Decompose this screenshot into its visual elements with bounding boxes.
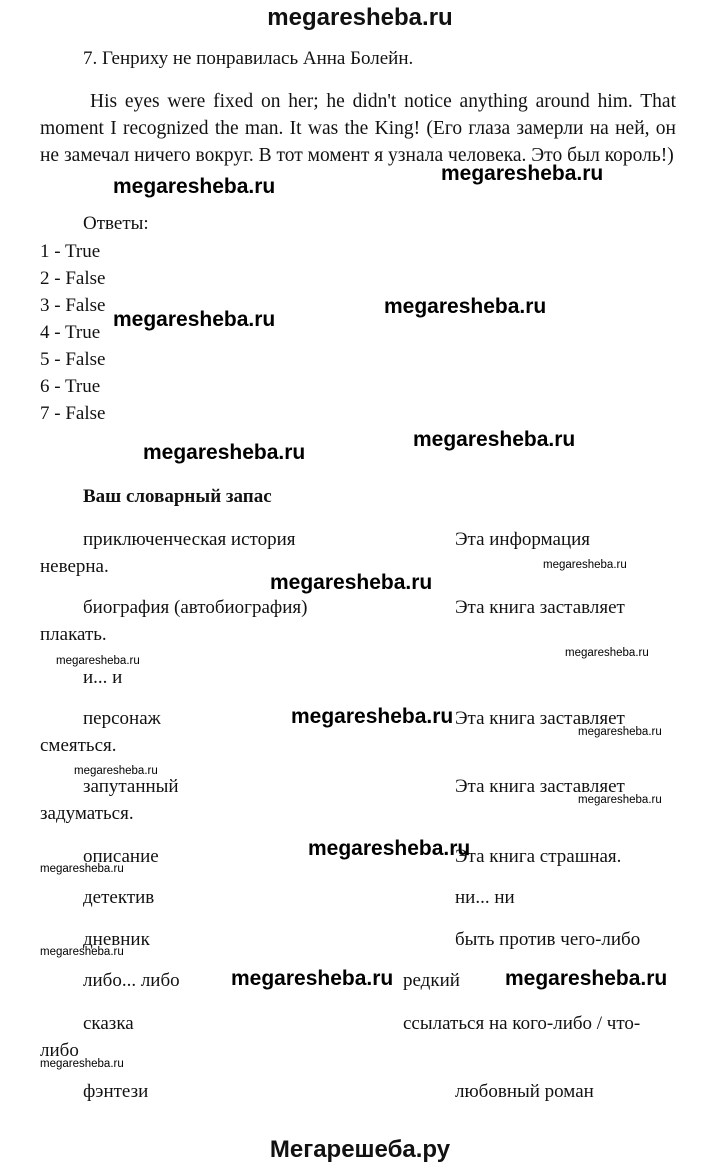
vocab-term: либо... либо [83,970,180,991]
vocab-term: и... и [83,667,123,688]
watermark-small: megaresheba.ru [578,794,662,806]
vocab-term: запутанный [83,776,179,797]
vocab-term: дневник [83,929,150,950]
watermark: megaresheba.ru [270,571,433,594]
watermark-small: megaresheba.ru [578,726,662,738]
english-paragraph: His eyes were fixed on her; he didn't notice anything around him. That moment I recognized the man. It was the King! (Его глаза замерли на ней, он не замечал ничего вокруг. В тот момент я узнала человека. Это был король!) [40,91,676,166]
answer-item: 1 - True [40,241,101,262]
vocab-term: ни... ни [455,887,515,908]
vocab-term: фэнтези [83,1081,149,1102]
watermark-small: megaresheba.ru [565,647,649,659]
vocab-term: детектив [83,887,155,908]
vocab-term: Эта книга заставляет [455,597,625,618]
watermark-small: megaresheba.ru [74,765,158,777]
vocab-term: Эта книга заставляет [455,776,625,797]
vocab-term-continuation: либо [40,1040,79,1061]
watermark: megaresheba.ru [308,837,471,860]
vocab-term-continuation: задуматься. [40,803,134,824]
answer-item: 7 - False [40,403,106,424]
watermark-small: megaresheba.ru [40,946,124,958]
answer-item: 5 - False [40,349,106,370]
watermark: megaresheba.ru [113,175,276,198]
vocab-term-continuation: неверна. [40,556,109,577]
watermark-small: megaresheba.ru [543,559,627,571]
watermark-small: megaresheba.ru [40,1058,124,1070]
vocab-term: сказка [83,1013,134,1034]
vocab-term: описание [83,846,159,867]
watermark: megaresheba.ru [413,428,576,451]
vocab-term: Эта книга заставляет [455,708,625,729]
intro-line: 7. Генриху не понравилась Анна Болейн. [83,48,414,69]
watermark: megaresheba.ru [291,705,454,728]
vocab-term: персонаж [83,708,161,729]
vocab-term-continuation: плакать. [40,624,107,645]
watermark: megaresheba.ru [505,967,668,990]
site-footer: Мегарешеба.ру [269,1136,451,1163]
vocab-term-continuation: смеяться. [40,735,117,756]
vocab-term: любовный роман [455,1081,594,1102]
watermark: megaresheba.ru [441,162,604,185]
vocab-title: Ваш словарный запас [83,486,272,507]
vocab-term: биография (автобиография) [83,597,308,618]
answer-item: 2 - False [40,268,106,289]
vocab-term: Эта книга страшная. [455,846,622,867]
watermark: megaresheba.ru [113,308,276,331]
watermark: megaresheba.ru [231,967,394,990]
vocab-term: Эта информация [455,529,591,550]
site-header: megaresheba.ru [267,4,453,31]
answer-item: 3 - False [40,295,106,316]
vocab-term: ссылаться на кого-либо / что- [403,1013,641,1034]
vocab-term: приключенческая история [83,529,296,550]
watermark: megaresheba.ru [384,295,547,318]
answer-item: 4 - True [40,322,101,343]
answer-item: 6 - True [40,376,101,397]
vocab-term: быть против чего-либо [455,929,641,950]
watermark-small: megaresheba.ru [40,863,124,875]
vocab-term: редкий [403,970,460,991]
watermark: megaresheba.ru [143,441,306,464]
answers-title: Ответы: [83,213,149,234]
watermark-small: megaresheba.ru [56,655,140,667]
